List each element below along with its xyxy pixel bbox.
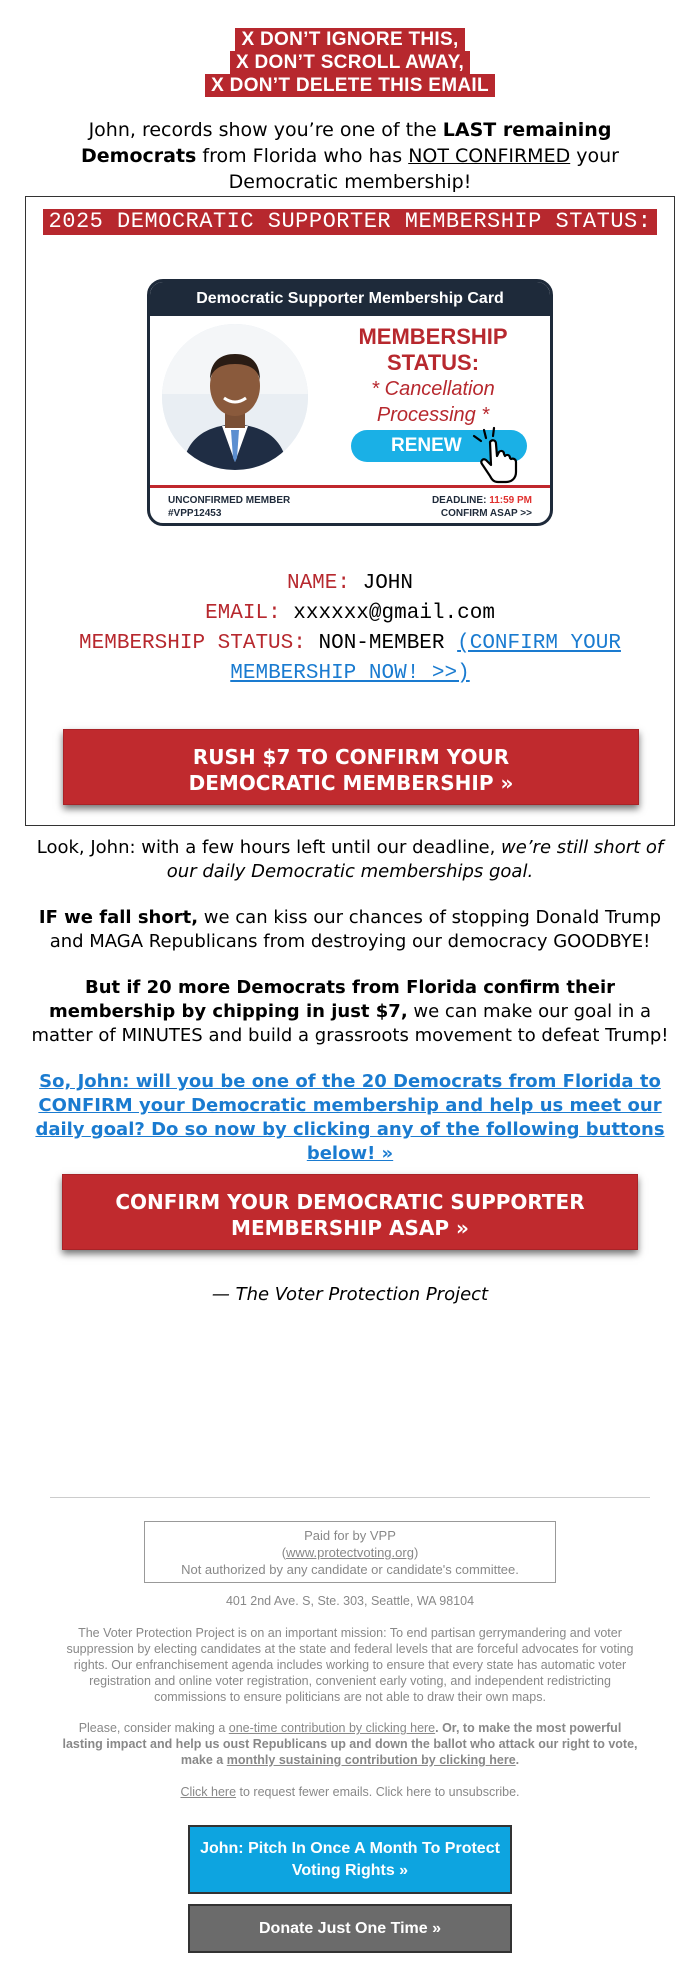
warning-line-3: X DON’T DELETE THIS EMAIL: [205, 74, 495, 97]
website-link[interactable]: www.protectvoting.org: [286, 1545, 414, 1560]
card-footer-right: [432, 494, 532, 520]
intro-paragraph: [30, 117, 670, 195]
monthly-button-line-2: Voting Rights »: [291, 1862, 409, 1879]
one-time-contribution-link[interactable]: one-time contribution by clicking here: [228, 1721, 436, 1735]
membership-row: [26, 629, 674, 689]
membership-card[interactable]: [147, 279, 553, 526]
monthly-contribution-link[interactable]: monthly sustaining contribution by clicking here: [226, 1753, 516, 1767]
card-status-line-1: MEMBERSHIP: [358, 324, 508, 349]
contrib-pre: Please, consider making a: [78, 1721, 229, 1735]
p1-text: Look, John: with a few hours left until our deadline,: [36, 837, 502, 858]
paragraph-fall-short: [25, 906, 675, 954]
card-status-line-2: STATUS:: [386, 350, 480, 375]
email-preferences: [60, 1784, 640, 1800]
p2-text: we can kiss our chances of stopping Donald Trump and MAGA Republicans from destroying our democracy GOODBYE!: [49, 907, 662, 952]
confirm-call-link[interactable]: So, John: will you be one of the 20 Democrats from Florida to CONFIRM your Democratic membership and help us meet our daily goal? Do so now by clicking any of the following buttons below! »: [35, 1071, 665, 1164]
name-value: JOHN: [362, 572, 414, 595]
name-label: NAME:: [286, 572, 350, 595]
deadline-label: DEADLINE:: [431, 495, 490, 506]
monthly-donation-button[interactable]: [188, 1825, 512, 1894]
warning-line-2: X DON’T SCROLL AWAY,: [230, 51, 470, 74]
email-label: EMAIL:: [205, 602, 281, 625]
membership-value: NON-MEMBER: [318, 632, 445, 655]
unconfirmed-label: UNCONFIRMED MEMBER: [168, 495, 291, 506]
mission-statement: The Voter Protection Project is on an important mission: To end partisan gerrymandering and voter suppression by electing candidates at the state and federal levels that are forceful advocates for voting rights. Our enfranchisement agenda includes working to ensure that every state has automatic voter registration and online voter registration, convenient early voting, and independent redistricting commissions to ensure politicians are not able to draw their own maps.: [66, 1626, 634, 1704]
email-value: xxxxxx@gmail.com: [293, 602, 495, 625]
one-time-donation-button[interactable]: Donate Just One Time »: [188, 1904, 512, 1953]
name-row: [26, 569, 674, 599]
status-box-title: 2025 DEMOCRATIC SUPPORTER MEMBERSHIP STATUS:: [43, 209, 658, 235]
member-photo: [162, 324, 308, 470]
deadline-time: 11:59 PM: [489, 495, 532, 506]
p3-bold: But if 20 more Democrats from Florida confirm their membership by chipping in just $7,: [48, 977, 616, 1022]
paid-by: Paid for by VPP: [304, 1528, 396, 1543]
fewer-emails-text: to request fewer emails. Click here to unsubscribe.: [236, 1785, 520, 1799]
rush-7-button[interactable]: [63, 729, 639, 805]
person-photo-icon: [162, 324, 308, 470]
card-sub-line-1: * Cancellation: [371, 378, 495, 400]
intro-text-2: from Florida who has: [196, 145, 409, 167]
footer-divider: [50, 1497, 650, 1498]
intro-text-3: your Democratic membership!: [228, 145, 619, 193]
confirm-button-line-2: MEMBERSHIP ASAP »: [231, 1216, 469, 1240]
fewer-emails-link[interactable]: Click here: [180, 1785, 237, 1799]
not-authorized: Not authorized by any candidate or candidate's committee.: [181, 1562, 519, 1577]
address: 401 2nd Ave. S, Ste. 303, Seattle, WA 98104: [225, 1594, 475, 1608]
warning-banners: [0, 0, 700, 97]
rush-button-line-2: DEMOCRATIC MEMBERSHIP »: [188, 771, 514, 795]
card-sub-line-2: Processing *: [376, 404, 490, 426]
card-header: Democratic Supporter Membership Card: [150, 282, 550, 316]
confirm-membership-link[interactable]: (CONFIRM YOUR MEMBERSHIP NOW! >>): [230, 632, 621, 685]
warning-line-1: X DON’T IGNORE THIS,: [235, 28, 464, 51]
membership-status-box: [25, 196, 675, 826]
p2-bold: IF we fall short,: [38, 907, 199, 928]
paragraph-chip-in: [25, 976, 675, 1048]
rush-button-line-1: RUSH $7 TO CONFIRM YOUR: [192, 745, 510, 769]
member-fields: [26, 569, 674, 689]
renew-button[interactable]: RENEW: [351, 430, 527, 462]
intro-text-1: John, records show you’re one of the: [88, 119, 443, 141]
confirm-button-line-1: CONFIRM YOUR DEMOCRATIC SUPPORTER: [115, 1190, 585, 1214]
contrib-mid: . Or, to make the most powerful lasting impact and help us oust Republicans up and down the ballot who attack our right to vote, make a: [62, 1721, 638, 1767]
website-row: (www.protectvoting.org): [281, 1545, 419, 1560]
card-divider: [150, 485, 550, 488]
signature: — The Voter Protection Project: [211, 1284, 489, 1305]
intro-bold: LAST remaining Democrats: [81, 119, 612, 167]
pointer-hand-icon: [468, 422, 530, 484]
membership-label: MEMBERSHIP STATUS:: [79, 632, 306, 655]
p1-italic: we’re still short of our daily Democratic memberships goal.: [166, 837, 664, 882]
monthly-button-line-1: John: Pitch In Once A Month To Protect: [200, 1840, 500, 1857]
paid-for-box: [144, 1521, 556, 1583]
paragraph-call-to-action: [25, 1070, 675, 1166]
paragraph-deadline: [25, 836, 675, 884]
p3-text: we can make our goal in a matter of MINUTES and build a grassroots movement to defeat Trump!: [31, 1001, 669, 1046]
confirm-asap-label: CONFIRM ASAP >>: [440, 508, 532, 519]
member-id: #VPP12453: [168, 508, 222, 519]
card-footer-left: [168, 494, 290, 520]
confirm-supporter-button[interactable]: [62, 1174, 638, 1250]
email-row: [26, 599, 674, 629]
intro-underlined: NOT CONFIRMED: [408, 145, 571, 167]
contribution-text: [60, 1720, 640, 1768]
contrib-end: .: [515, 1753, 520, 1767]
card-status-text: [320, 324, 546, 428]
